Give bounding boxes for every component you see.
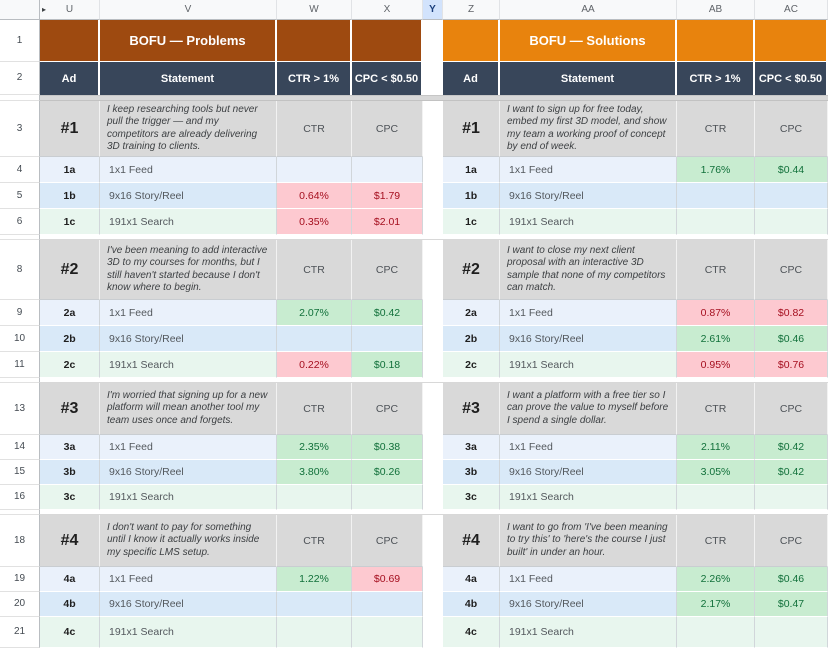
row-header-13[interactable]	[0, 383, 40, 435]
column-header-W[interactable]: W	[277, 0, 352, 20]
row-header-18[interactable]	[0, 515, 40, 567]
row-header-8[interactable]	[0, 240, 40, 300]
ctr-value-cell[interactable]	[277, 485, 352, 510]
ctr-label-cell[interactable]: CTR	[277, 515, 352, 567]
placement-cell[interactable]: 1x1 Feed	[500, 567, 677, 592]
column-header-AB[interactable]: AB	[677, 0, 755, 20]
table-title-problems[interactable]: BOFU — Problems	[100, 20, 277, 62]
row-number: 8	[16, 263, 23, 275]
row-header-frozen-gap	[0, 95, 40, 101]
ad-id-cell[interactable]: 4a	[443, 567, 500, 592]
ad-id-cell[interactable]: 1a	[40, 157, 100, 183]
ad-id-cell[interactable]: 1c	[443, 209, 500, 235]
table-title-spacer-ctr[interactable]	[277, 20, 352, 62]
ad-id-cell[interactable]: 2b	[443, 326, 500, 352]
ad-id-cell[interactable]: 3b	[40, 460, 100, 485]
statement-text: I want to go from 'I've been meaning to try this' to 'here's the course I just built' in under an hour.	[507, 521, 668, 558]
cpc-value-cell[interactable]: $0.42	[755, 460, 828, 485]
header-statement-problems[interactable]: Statement	[100, 62, 277, 95]
cpc-value-cell[interactable]: $0.46	[755, 326, 828, 352]
statement-cell[interactable]	[500, 240, 677, 300]
ad-id-cell[interactable]: 4c	[40, 617, 100, 648]
statement-cell[interactable]	[100, 240, 277, 300]
statement-text: I want to sign up for free today, embed my first 3D model, and show my team a working proof of concept by end of week.	[507, 103, 667, 152]
column-header-AC[interactable]: AC	[755, 0, 828, 20]
table-title-spacer-left[interactable]	[40, 20, 100, 62]
column-header-Z[interactable]: Z	[443, 0, 500, 20]
ctr-value-cell[interactable]	[277, 157, 352, 183]
statement-text: I want a platform with a free tier so I can prove the value to myself before I spend a single dollar.	[507, 389, 669, 426]
row-header-15[interactable]	[0, 460, 40, 485]
row-number: 11	[14, 358, 25, 370]
cpc-value-cell[interactable]: $0.82	[755, 300, 828, 326]
statement-cell[interactable]	[500, 101, 677, 157]
cpc-value-cell[interactable]: $0.26	[352, 460, 423, 485]
ctr-value-cell[interactable]: 2.11%	[677, 435, 755, 460]
row-number: 13	[13, 402, 26, 414]
ctr-value-cell[interactable]	[677, 485, 755, 510]
ad-id-cell[interactable]: 1b	[40, 183, 100, 209]
placement-cell[interactable]: 191x1 Search	[100, 209, 277, 235]
row-header-20[interactable]	[0, 592, 40, 617]
ctr-value-cell[interactable]	[677, 209, 755, 235]
row-header-3[interactable]	[0, 101, 40, 157]
cpc-value-cell[interactable]: $0.38	[352, 435, 423, 460]
ad-id-cell[interactable]: 3c	[443, 485, 500, 510]
ad-id-cell[interactable]: 4a	[40, 567, 100, 592]
ad-id-cell[interactable]: 2a	[443, 300, 500, 326]
cpc-value-cell[interactable]	[352, 326, 423, 352]
ad-id-cell[interactable]: 2a	[40, 300, 100, 326]
placement-cell[interactable]: 1x1 Feed	[500, 300, 677, 326]
ad-id-cell[interactable]: 2c	[40, 352, 100, 378]
placement-cell[interactable]: 9x16 Story/Reel	[100, 460, 277, 485]
ad-id-cell[interactable]: 2b	[40, 326, 100, 352]
ad-id-cell[interactable]: 3a	[443, 435, 500, 460]
ad-number-cell[interactable]: #2	[443, 240, 500, 300]
ad-id-cell[interactable]: 4b	[40, 592, 100, 617]
ctr-value-cell[interactable]: 3.05%	[677, 460, 755, 485]
cpc-value-cell[interactable]	[352, 617, 423, 648]
cpc-value-cell[interactable]	[755, 209, 828, 235]
cpc-value-cell[interactable]: $0.42	[352, 300, 423, 326]
ad-number-cell[interactable]: #2	[40, 240, 100, 300]
row-number: 14	[13, 441, 26, 452]
cpc-value-cell[interactable]	[755, 183, 828, 209]
row-number: 21	[13, 626, 26, 637]
cpc-label-cell[interactable]: CPC	[352, 240, 423, 300]
cpc-value-cell[interactable]	[352, 157, 423, 183]
ad-id-cell[interactable]: 4b	[443, 592, 500, 617]
row-number: 15	[13, 466, 26, 477]
ctr-label-cell[interactable]: CTR	[677, 515, 755, 567]
placement-cell[interactable]: 191x1 Search	[100, 352, 277, 378]
column-group-expand-icon[interactable]: ▸	[42, 4, 47, 14]
row-header-10[interactable]	[0, 326, 40, 352]
statement-text: I'm worried that signing up for a new platform will mean another tool my team uses once and forgets.	[107, 389, 268, 426]
row-number: 20	[13, 598, 26, 609]
placement-cell[interactable]: 9x16 Story/Reel	[100, 183, 277, 209]
placement-cell[interactable]: 191x1 Search	[100, 617, 277, 648]
cpc-value-cell[interactable]	[755, 485, 828, 510]
row-header-4[interactable]	[0, 157, 40, 183]
ad-id-cell[interactable]: 4c	[443, 617, 500, 648]
ctr-value-cell[interactable]: 2.26%	[677, 567, 755, 592]
column-header-U[interactable]: U ▸	[40, 0, 100, 20]
cpc-value-cell[interactable]: $0.69	[352, 567, 423, 592]
cpc-label-cell[interactable]: CPC	[755, 240, 828, 300]
header-cpc-solutions[interactable]: CPC < $0.50	[755, 62, 828, 95]
cpc-label-cell[interactable]: CPC	[755, 101, 828, 157]
statement-cell[interactable]	[500, 383, 677, 435]
row-number: 9	[16, 306, 23, 318]
cpc-value-cell[interactable]: $0.18	[352, 352, 423, 378]
statement-cell[interactable]	[100, 101, 277, 157]
table-title-spacer-cpc[interactable]	[352, 20, 423, 62]
column-header-AA[interactable]: AA	[500, 0, 677, 20]
statement-text: I keep researching tools but never pull the trigger — and my competitors are already delivering 3D training to clients.	[107, 103, 258, 152]
ctr-value-cell[interactable]: 2.07%	[277, 300, 352, 326]
ctr-value-cell[interactable]: 1.22%	[277, 567, 352, 592]
select-all-corner[interactable]	[0, 0, 40, 20]
cpc-value-cell[interactable]	[352, 592, 423, 617]
row-number: 10	[13, 332, 26, 344]
row-header-21[interactable]	[0, 617, 40, 648]
placement-cell[interactable]: 9x16 Story/Reel	[500, 460, 677, 485]
row-number: 4	[16, 163, 23, 175]
header-statement-solutions[interactable]: Statement	[500, 62, 677, 95]
ctr-value-cell[interactable]	[677, 617, 755, 648]
cpc-value-cell[interactable]: $1.79	[352, 183, 423, 209]
row-number: 5	[16, 189, 23, 201]
cpc-label-cell[interactable]: CPC	[755, 515, 828, 567]
cpc-label-cell[interactable]: CPC	[352, 383, 423, 435]
row-header-16[interactable]	[0, 485, 40, 510]
ctr-label-cell[interactable]: CTR	[277, 101, 352, 157]
ctr-value-cell[interactable]: 1.76%	[677, 157, 755, 183]
ctr-value-cell[interactable]: 2.17%	[677, 592, 755, 617]
ctr-value-cell[interactable]: 0.87%	[677, 300, 755, 326]
placement-cell[interactable]: 9x16 Story/Reel	[500, 326, 677, 352]
statement-text: I don't want to pay for something until I know it actually works inside my specific LMS setup.	[107, 521, 260, 558]
placement-cell[interactable]: 191x1 Search	[100, 485, 277, 510]
row-header-14[interactable]	[0, 435, 40, 460]
ctr-label-cell[interactable]: CTR	[677, 240, 755, 300]
placement-cell[interactable]: 9x16 Story/Reel	[100, 592, 277, 617]
placement-cell[interactable]: 1x1 Feed	[100, 567, 277, 592]
placement-cell[interactable]: 1x1 Feed	[100, 300, 277, 326]
statement-cell[interactable]	[500, 515, 677, 567]
ctr-value-cell[interactable]: 3.80%	[277, 460, 352, 485]
ctr-value-cell[interactable]: 0.95%	[677, 352, 755, 378]
row-header-11[interactable]	[0, 352, 40, 378]
ad-number-cell[interactable]: #4	[443, 515, 500, 567]
placement-cell[interactable]: 1x1 Feed	[100, 157, 277, 183]
cpc-value-cell[interactable]: $2.01	[352, 209, 423, 235]
statement-text: I've been meaning to add interactive 3D to my courses for months, but I still haven't started because I don't know where to begin.	[107, 244, 268, 293]
row-header-2[interactable]	[0, 62, 40, 95]
table-title-spacer-left[interactable]	[443, 20, 500, 62]
ad-number-cell[interactable]: #4	[40, 515, 100, 567]
placement-cell[interactable]: 191x1 Search	[500, 485, 677, 510]
statement-cell[interactable]	[100, 383, 277, 435]
column-header-Y[interactable]: Y	[423, 0, 443, 20]
placement-cell[interactable]: 9x16 Story/Reel	[500, 183, 677, 209]
ctr-label-cell[interactable]: CTR	[677, 101, 755, 157]
statement-cell[interactable]	[100, 515, 277, 567]
ad-id-cell[interactable]: 3a	[40, 435, 100, 460]
header-ad-problems[interactable]: Ad	[40, 62, 100, 95]
ad-id-cell[interactable]: 3c	[40, 485, 100, 510]
cpc-value-cell[interactable]: $0.42	[755, 435, 828, 460]
ad-id-cell[interactable]: 2c	[443, 352, 500, 378]
ctr-value-cell[interactable]: 0.64%	[277, 183, 352, 209]
cpc-value-cell[interactable]: $0.46	[755, 567, 828, 592]
cpc-label-cell[interactable]: CPC	[352, 101, 423, 157]
ctr-label-cell[interactable]: CTR	[677, 383, 755, 435]
cpc-value-cell[interactable]: $0.47	[755, 592, 828, 617]
ad-id-cell[interactable]: 1a	[443, 157, 500, 183]
ctr-label-cell[interactable]: CTR	[277, 240, 352, 300]
placement-cell[interactable]: 1x1 Feed	[100, 435, 277, 460]
placement-cell[interactable]: 1x1 Feed	[500, 157, 677, 183]
row-header-5[interactable]	[0, 183, 40, 209]
row-header-9[interactable]	[0, 300, 40, 326]
header-ctr-problems[interactable]: CTR > 1%	[277, 62, 352, 95]
placement-cell[interactable]: 191x1 Search	[500, 617, 677, 648]
statement-text: I want to close my next client proposal with an interactive 3D sample that none of my competitors can match.	[507, 244, 666, 293]
table-title-spacer-ctr[interactable]	[677, 20, 755, 62]
row-header-1[interactable]	[0, 20, 40, 62]
ctr-value-cell[interactable]	[277, 617, 352, 648]
cpc-label-cell[interactable]: CPC	[352, 515, 423, 567]
placement-cell[interactable]: 1x1 Feed	[500, 435, 677, 460]
row-number: 18	[13, 534, 26, 546]
cpc-value-cell[interactable]	[352, 485, 423, 510]
row-number: 6	[16, 215, 23, 227]
column-header-X[interactable]: X	[352, 0, 423, 20]
cpc-value-cell[interactable]: $0.76	[755, 352, 828, 378]
row-number: 1	[16, 34, 23, 46]
header-cpc-problems[interactable]: CPC < $0.50	[352, 62, 423, 95]
ctr-value-cell[interactable]: 2.61%	[677, 326, 755, 352]
header-ad-solutions[interactable]: Ad	[443, 62, 500, 95]
row-number: 19	[13, 573, 26, 584]
row-number: 16	[13, 491, 26, 502]
cpc-value-cell[interactable]: $0.44	[755, 157, 828, 183]
cpc-value-cell[interactable]	[755, 617, 828, 648]
row-number: 3	[16, 122, 23, 134]
ctr-value-cell[interactable]	[677, 183, 755, 209]
ctr-value-cell[interactable]: 0.22%	[277, 352, 352, 378]
ad-id-cell[interactable]: 1c	[40, 209, 100, 235]
header-ctr-solutions[interactable]: CTR > 1%	[677, 62, 755, 95]
table-title-solutions[interactable]: BOFU — Solutions	[500, 20, 677, 62]
column-header-V[interactable]: V	[100, 0, 277, 20]
ctr-value-cell[interactable]	[277, 592, 352, 617]
placement-cell[interactable]: 9x16 Story/Reel	[100, 326, 277, 352]
ad-number-cell[interactable]: #3	[40, 383, 100, 435]
column-y-gap-top[interactable]	[423, 20, 443, 95]
table-title-spacer-cpc[interactable]	[755, 20, 828, 62]
placement-cell[interactable]: 191x1 Search	[500, 352, 677, 378]
ctr-label-cell[interactable]: CTR	[277, 383, 352, 435]
row-number: 2	[16, 72, 23, 83]
placement-cell[interactable]: 191x1 Search	[500, 209, 677, 235]
ad-id-cell[interactable]: 3b	[443, 460, 500, 485]
cpc-label-cell[interactable]: CPC	[755, 383, 828, 435]
ad-id-cell[interactable]: 1b	[443, 183, 500, 209]
ad-number-cell[interactable]: #1	[40, 101, 100, 157]
ad-number-cell[interactable]: #1	[443, 101, 500, 157]
row-header-6[interactable]	[0, 209, 40, 235]
column-y-gap[interactable]	[423, 101, 443, 648]
ctr-value-cell[interactable]: 2.35%	[277, 435, 352, 460]
row-header-19[interactable]	[0, 567, 40, 592]
ctr-value-cell[interactable]: 0.35%	[277, 209, 352, 235]
placement-cell[interactable]: 9x16 Story/Reel	[500, 592, 677, 617]
ctr-value-cell[interactable]	[277, 326, 352, 352]
ad-number-cell[interactable]: #3	[443, 383, 500, 435]
